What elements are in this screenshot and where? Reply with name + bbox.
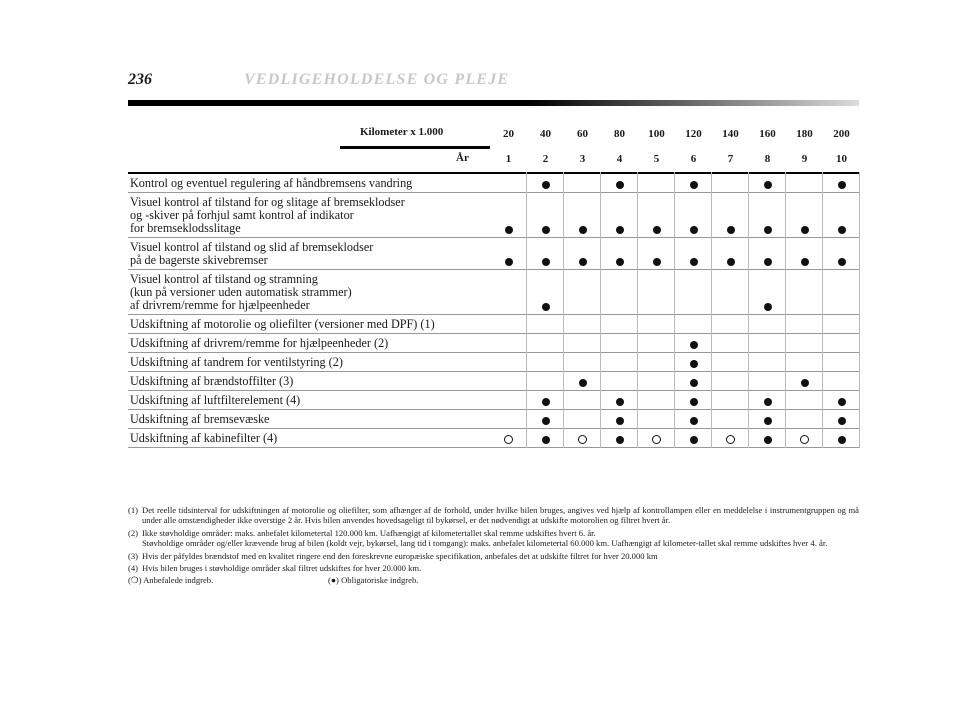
mandatory-dot-icon (764, 417, 772, 425)
schedule-cell (823, 372, 860, 390)
mandatory-dot-icon (764, 181, 772, 189)
table-row (128, 315, 859, 334)
schedule-cell (712, 391, 749, 409)
mandatory-dot-icon (616, 398, 624, 406)
mandatory-dot-icon (505, 258, 513, 266)
schedule-cell (749, 193, 786, 237)
schedule-cell (749, 270, 786, 314)
mandatory-dot-icon (690, 181, 698, 189)
mandatory-dot-icon (690, 436, 698, 444)
mandatory-dot-icon (690, 226, 698, 234)
schedule-cell (601, 391, 638, 409)
year-header-row (128, 146, 859, 172)
schedule-cell (823, 174, 860, 192)
schedule-cell (823, 353, 860, 371)
mandatory-dot-icon (727, 258, 735, 266)
km-column-header: 180 (786, 122, 823, 146)
table-row (128, 238, 859, 270)
mandatory-dot-icon (764, 436, 772, 444)
mandatory-dot-icon (616, 436, 624, 444)
schedule-cell (638, 410, 675, 428)
row-label: Udskiftning af drivrem/remme for hjælpeenheder (2) (130, 336, 389, 350)
column-divider (637, 172, 638, 448)
row-label: Udskiftning af bremsevæske (130, 412, 270, 426)
row-label: Udskiftning af luftfilterelement (4) (130, 393, 301, 407)
schedule-cell (490, 372, 527, 390)
schedule-cell (823, 391, 860, 409)
mandatory-dot-icon (838, 417, 846, 425)
schedule-cell (601, 353, 638, 371)
schedule-cell (564, 193, 601, 237)
schedule-cell (712, 270, 749, 314)
schedule-cell (749, 372, 786, 390)
mandatory-dot-icon (690, 417, 698, 425)
schedule-cell (712, 334, 749, 352)
footnotes (128, 505, 859, 586)
schedule-cell (527, 391, 564, 409)
schedule-cell (712, 193, 749, 237)
schedule-cell (601, 315, 638, 333)
schedule-cell (601, 174, 638, 192)
schedule-cell (527, 372, 564, 390)
footnote-text: Det reelle tidsinterval for udskiftningen af motorolie og oliefilter, som afhænger af de forhold, under hvilke bilen bruges, angives ved hjælp af kontrollampen eller en meddelelse i instrumentgruppen og må under alle omstændigheder ikke overstige 2 år. Hvis bilen anvendes hovedsageligt til bykørsel, er det nødvendigt at udskifte motorolien og filtret hvert år. (142, 505, 859, 526)
mandatory-dot-icon (764, 258, 772, 266)
schedule-cell (564, 238, 601, 269)
km-header-label: Kilometer x 1.000 (360, 126, 444, 138)
footnote-text: Ikke støvholdige områder: maks. anbefalet kilometertal 120.000 km. Uafhængigt af kilometertallet skal remme udskiftes hvert 6. år. Støvholdige områder og/eller krævende brug af bilen (koldt vejr, bykørsel, lang tid i tomgang): maks. anbefalet kilometertal 60.000 km. Uafhængigt af kilometer-tallet skal remme udskiftes hver 4. år. (142, 527, 828, 549)
km-header-row (128, 122, 859, 146)
schedule-cell (749, 238, 786, 269)
mandatory-dot-icon (764, 303, 772, 311)
schedule-cell (638, 334, 675, 352)
schedule-cell (749, 174, 786, 192)
header-rule (128, 100, 859, 106)
schedule-cell (712, 429, 749, 447)
schedule-cell (564, 353, 601, 371)
schedule-cell (527, 174, 564, 192)
row-label: Visuel kontrol af tilstand og stramning (kun på versioner uden automatisk strammer) af drivrem/remme for hjælpeenheder (130, 272, 352, 312)
footnote-text: Hvis bilen bruges i støvholdige områder skal filtret udskiftes for hver 20.000 km. (142, 563, 422, 574)
column-divider (711, 172, 712, 448)
footnote (128, 505, 859, 526)
mandatory-dot-icon (616, 226, 624, 234)
table-row (128, 410, 859, 429)
footnote-number: (3) (128, 550, 139, 561)
km-column-header: 60 (564, 122, 601, 146)
table-row (128, 172, 859, 193)
schedule-cell (786, 270, 823, 314)
schedule-cell (786, 238, 823, 269)
schedule-cell (786, 315, 823, 333)
mandatory-dot-icon (542, 181, 550, 189)
schedule-cell (564, 372, 601, 390)
schedule-cell (675, 391, 712, 409)
table-row (128, 372, 859, 391)
mandatory-dot-icon (690, 258, 698, 266)
table-row (128, 429, 859, 448)
schedule-cell (601, 334, 638, 352)
schedule-cell (527, 270, 564, 314)
schedule-cell (564, 391, 601, 409)
schedule-cell (527, 193, 564, 237)
maintenance-table (128, 122, 859, 448)
schedule-cell (527, 429, 564, 447)
schedule-cell (601, 372, 638, 390)
mandatory-dot-icon (690, 398, 698, 406)
mandatory-dot-icon (801, 226, 809, 234)
schedule-cell (675, 353, 712, 371)
schedule-cell (527, 410, 564, 428)
schedule-cell (527, 353, 564, 371)
schedule-cell (749, 391, 786, 409)
schedule-cell (712, 238, 749, 269)
column-divider (674, 172, 675, 448)
column-divider (563, 172, 564, 448)
mandatory-dot-icon (690, 379, 698, 387)
mandatory-dot-icon (542, 303, 550, 311)
row-label: Visuel kontrol af tilstand for og slitage af bremseklodser og -skiver på forhjul samt kontrol af indikator for bremseklodsslitage (130, 195, 405, 235)
schedule-cell (564, 334, 601, 352)
km-column-header: 200 (823, 122, 860, 146)
schedule-cell (675, 174, 712, 192)
schedule-cell (638, 391, 675, 409)
schedule-cell (675, 410, 712, 428)
schedule-cell (601, 193, 638, 237)
schedule-cell (490, 334, 527, 352)
schedule-cell (712, 174, 749, 192)
recommended-ring-icon (652, 435, 661, 444)
mandatory-dot-icon (801, 258, 809, 266)
legend-mandatory: (●) Obligatoriske indgreb. (328, 575, 419, 586)
table-row (128, 193, 859, 238)
schedule-cell (675, 372, 712, 390)
schedule-cell (490, 315, 527, 333)
schedule-cell (675, 238, 712, 269)
recommended-ring-icon (504, 435, 513, 444)
column-divider (785, 172, 786, 448)
table-row (128, 270, 859, 315)
row-label: Kontrol og eventuel regulering af håndbremsens vandring (130, 176, 413, 190)
schedule-cell (638, 315, 675, 333)
schedule-cell (675, 270, 712, 314)
year-column-header: 10 (823, 146, 860, 172)
schedule-cell (786, 429, 823, 447)
mandatory-dot-icon (542, 436, 550, 444)
schedule-cell (638, 174, 675, 192)
km-column-header: 160 (749, 122, 786, 146)
km-column-header: 120 (675, 122, 712, 146)
schedule-cell (601, 270, 638, 314)
table-row (128, 353, 859, 372)
year-header-label: År (456, 152, 469, 164)
mandatory-dot-icon (838, 226, 846, 234)
schedule-cell (490, 193, 527, 237)
schedule-cell (638, 353, 675, 371)
schedule-cell (786, 353, 823, 371)
mandatory-dot-icon (653, 226, 661, 234)
mandatory-dot-icon (616, 258, 624, 266)
recommended-ring-icon (726, 435, 735, 444)
mandatory-dot-icon (838, 181, 846, 189)
schedule-cell (786, 174, 823, 192)
footnote-number: (2) (128, 527, 139, 538)
schedule-cell (638, 429, 675, 447)
footnote-text: Hvis der påfyldes brændstof med en kvalitet ringere end den foreskrevne europæiske specifikation, anbefales det at udskifte filtret for hver 20.000 km (142, 550, 658, 561)
schedule-cell (490, 238, 527, 269)
schedule-cell (638, 193, 675, 237)
column-divider (822, 172, 823, 448)
schedule-cell (601, 410, 638, 428)
footnote (128, 551, 859, 561)
schedule-cell (749, 315, 786, 333)
year-column-header: 3 (564, 146, 601, 172)
row-label: Udskiftning af brændstoffilter (3) (130, 374, 294, 388)
schedule-cell (564, 174, 601, 192)
year-column-header: 1 (490, 146, 527, 172)
year-column-header: 6 (675, 146, 712, 172)
schedule-cell (527, 334, 564, 352)
footnote (128, 563, 859, 573)
schedule-cell (749, 429, 786, 447)
schedule-cell (786, 410, 823, 428)
column-divider (600, 172, 601, 448)
schedule-cell (527, 315, 564, 333)
schedule-cell (823, 334, 860, 352)
year-column-header: 5 (638, 146, 675, 172)
schedule-cell (749, 410, 786, 428)
schedule-cell (564, 315, 601, 333)
mandatory-dot-icon (764, 398, 772, 406)
schedule-cell (712, 315, 749, 333)
km-column-header: 100 (638, 122, 675, 146)
column-divider (748, 172, 749, 448)
schedule-cell (823, 429, 860, 447)
schedule-cell (490, 353, 527, 371)
schedule-cell (638, 270, 675, 314)
schedule-cell (675, 429, 712, 447)
schedule-cell (823, 270, 860, 314)
schedule-cell (490, 391, 527, 409)
schedule-cell (564, 410, 601, 428)
footnote-number: (4) (128, 563, 139, 574)
schedule-cell (601, 429, 638, 447)
schedule-cell (564, 270, 601, 314)
schedule-cell (675, 193, 712, 237)
mandatory-dot-icon (838, 436, 846, 444)
schedule-cell (786, 372, 823, 390)
mandatory-dot-icon (727, 226, 735, 234)
year-column-header: 8 (749, 146, 786, 172)
recommended-ring-icon (800, 435, 809, 444)
mandatory-dot-icon (542, 226, 550, 234)
schedule-cell (490, 429, 527, 447)
footnote-number: (1) (128, 505, 139, 515)
mandatory-dot-icon (542, 417, 550, 425)
schedule-cell (823, 410, 860, 428)
mandatory-dot-icon (616, 181, 624, 189)
legend (128, 575, 859, 585)
km-column-header: 140 (712, 122, 749, 146)
legend-recommended: (❍) Anbefalede indgreb. (128, 575, 214, 586)
schedule-cell (601, 238, 638, 269)
schedule-cell (490, 174, 527, 192)
schedule-cell (564, 429, 601, 447)
schedule-cell (675, 315, 712, 333)
table-body (128, 172, 859, 448)
row-label: Udskiftning af tandrem for ventilstyring (2) (130, 355, 343, 369)
schedule-cell (490, 270, 527, 314)
schedule-cell (786, 193, 823, 237)
schedule-cell (638, 238, 675, 269)
mandatory-dot-icon (690, 360, 698, 368)
row-label: Udskiftning af motorolie og oliefilter (versioner med DPF) (1) (130, 317, 435, 331)
mandatory-dot-icon (801, 379, 809, 387)
year-column-header: 2 (527, 146, 564, 172)
header-line (340, 146, 490, 149)
mandatory-dot-icon (690, 341, 698, 349)
mandatory-dot-icon (616, 417, 624, 425)
schedule-cell (712, 372, 749, 390)
mandatory-dot-icon (764, 226, 772, 234)
schedule-cell (823, 193, 860, 237)
table-row (128, 334, 859, 353)
schedule-cell (786, 391, 823, 409)
row-label: Udskiftning af kabinefilter (4) (130, 431, 278, 445)
schedule-cell (490, 410, 527, 428)
schedule-cell (823, 238, 860, 269)
recommended-ring-icon (578, 435, 587, 444)
year-column-header: 9 (786, 146, 823, 172)
schedule-cell (749, 353, 786, 371)
km-column-header: 80 (601, 122, 638, 146)
mandatory-dot-icon (579, 379, 587, 387)
column-divider (859, 172, 860, 448)
table-row (128, 391, 859, 410)
schedule-cell (675, 334, 712, 352)
year-column-header: 7 (712, 146, 749, 172)
page-title: VEDLIGEHOLDELSE OG PLEJE (244, 71, 510, 88)
mandatory-dot-icon (653, 258, 661, 266)
mandatory-dot-icon (542, 258, 550, 266)
schedule-cell (823, 315, 860, 333)
page-number: 236 (128, 71, 152, 88)
footnote (128, 528, 859, 549)
schedule-cell (638, 372, 675, 390)
km-column-header: 20 (490, 122, 527, 146)
mandatory-dot-icon (505, 226, 513, 234)
year-column-header: 4 (601, 146, 638, 172)
mandatory-dot-icon (579, 258, 587, 266)
mandatory-dot-icon (838, 258, 846, 266)
schedule-cell (712, 353, 749, 371)
column-divider (526, 172, 527, 448)
schedule-cell (712, 410, 749, 428)
km-column-header: 40 (527, 122, 564, 146)
schedule-cell (527, 238, 564, 269)
schedule-cell (786, 334, 823, 352)
schedule-cell (749, 334, 786, 352)
row-label: Visuel kontrol af tilstand og slid af bremseklodser på de bagerste skivebremser (130, 240, 374, 267)
mandatory-dot-icon (542, 398, 550, 406)
mandatory-dot-icon (838, 398, 846, 406)
mandatory-dot-icon (579, 226, 587, 234)
